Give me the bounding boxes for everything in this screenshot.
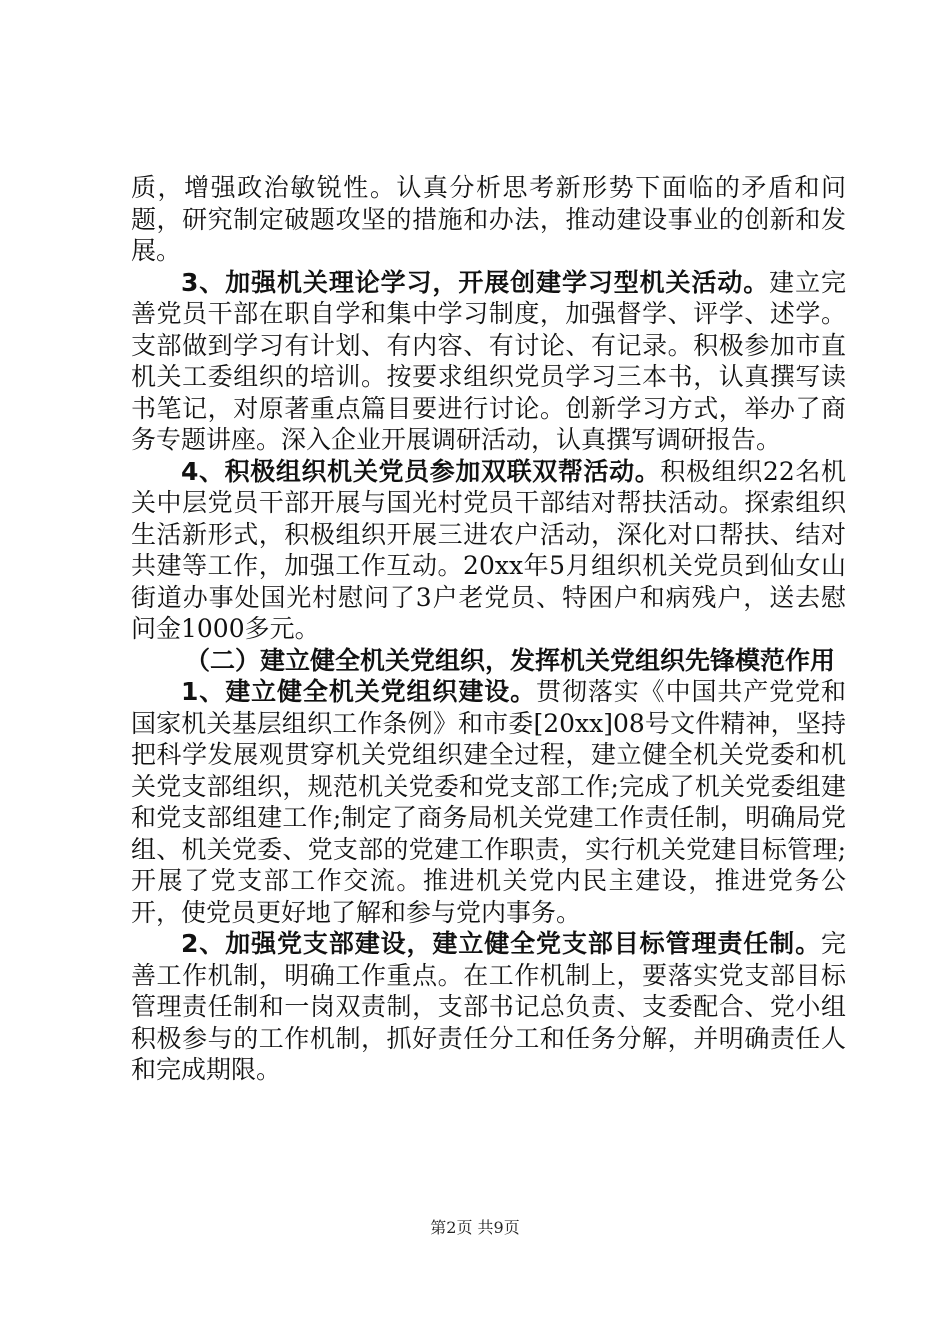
intro-paragraph: 质，增强政治敏锐性。认真分析思考新形势下面临的矛盾和问题，研究制定破题攻坚的措施和办法，推动建设事业的创新和发展。 — [131, 173, 846, 265]
section-item-paragraph-2 — [131, 928, 846, 1086]
item-lead: 4、积极组织机关党员参加双联双帮活动。 — [181, 456, 661, 486]
section-heading: （二）建立健全机关党组织，发挥机关党组织先锋模范作用 — [185, 645, 836, 675]
item-text: 积极组织22名机关中层党员干部开展与国光村党员干部结对帮扶活动。探索组织生活新形式，积极组织开展三进农户活动，深化对口帮扶、结对共建等工作，加强工作互动。20xx年5月组织机关党员到仙女山街道办事处国光村慰问了3户老党员、特困户和病残户，送去慰问金1000多元。 — [131, 456, 846, 643]
item-text: 贯彻落实《中国共产党党和国家机关基层组织工作条例》和市委[20xx]08号文件精神，坚持把科学发展观贯穿机关党组织建全过程，建立健全机关党委和机关党支部组织，规范机关党委和党支部工作;完成了机关党委组建和党支部组建工作;制定了商务局机关党建工作责任制，明确局党组、机关党委、党支部的党建工作职责，实行机关党建目标管理;开展了党支部工作交流。推进机关党内民主建设，推进党务公开，使党员更好地了解和参与党内事务。 — [131, 677, 846, 927]
section-item-paragraph-1 — [131, 676, 846, 928]
item-lead: 3、加强机关理论学习，开展创建学习型机关活动。 — [181, 267, 770, 297]
page-number-footer: 第2页 共9页 — [430, 1218, 520, 1237]
item-paragraph-3 — [131, 267, 846, 456]
item-lead: 2、加强党支部建设，建立健全党支部目标管理责任制。 — [181, 929, 821, 958]
item-lead: 1、建立健全机关党组织建设。 — [181, 677, 537, 706]
document-body — [131, 172, 846, 1086]
item-paragraph-4 — [131, 456, 846, 645]
item-text: 建立完善党员干部在职自学和集中学习制度，加强督学、评学、述学。支部做到学习有计划、有内容、有讨论、有记录。积极参加市直机关工委组织的培训。按要求组织党员学习三本书，认真撰写读书笔记，对原著重点篇目要进行讨论。创新学习方式，举办了商务专题讲座。深入企业开展调研活动，认真撰写调研报告。 — [131, 267, 846, 454]
item-text: 完善工作机制，明确工作重点。在工作机制上，要落实党支部目标管理责任制和一岗双责制，支部书记总负责、支委配合、党小组积极参与的工作机制，抓好责任分工和任务分解，并明确责任人和完成期限。 — [131, 929, 846, 1084]
